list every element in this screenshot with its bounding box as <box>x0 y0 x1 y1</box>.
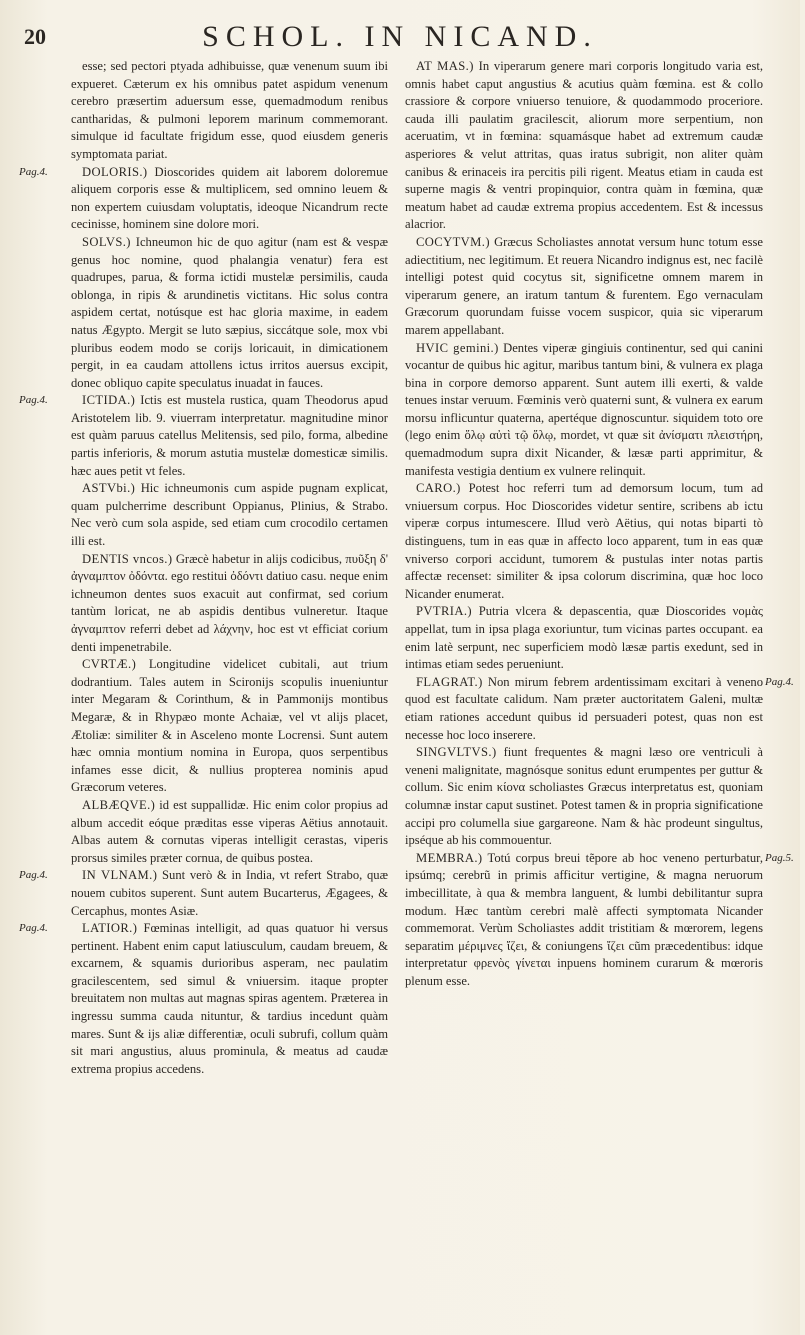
lemma-heading: CARO.) <box>416 481 461 496</box>
lemma-heading: HVIC gemini.) <box>416 340 499 355</box>
margin-page-reference: Pag.4. <box>765 675 794 688</box>
page-header <box>24 18 776 58</box>
paragraph-text: Dentes viperæ gingiuis continentur, sed qui canini vocantur de quibus hic agitur, maribus tantum bini, & vulnera ex plaga bina in corpore demorso apparent. Sunt autem illi exerti, & valde tenues instar veruum. Fœminis verò quaterni sunt, & vulnera ex earum morsu inflicuntur quaterna, apertéque dignoscuntur. siquidem toto ore (lego enim ὅλῳ αὐτὶ τῷ ὅλῳ, mordet, vt quæ sit ἀνίσματι πλειστήρη, quemadmodum supra dixit Nicander, & læsæ parti apprimitur, & manifesta vestigia dentium ex vulnere relinquit. <box>405 340 763 478</box>
lemma-heading: SOLVS.) <box>82 234 131 249</box>
lemma-heading: SINGVLTVS.) <box>416 745 497 760</box>
paragraph-text: Potest hoc referri tum ad demorsum locum, tum ad vniuersum corpus. Hoc Dioscorides videtur sentire, scribens ab ictu viperæ corpus intumescere. Illud verò Aëtius, qui notas biparti tò distinguens, tum in eas quæ in affecto loco apparent, tum in eas quæ vniverso corpori accidunt, tumorem & pustulas inter notas partis affectæ recenset: similiter & ipsa colorum discrimina, quæ hoc loco Nicander enumerat. <box>405 481 763 601</box>
margin-page-reference: Pag.5. <box>765 851 794 864</box>
commentary-paragraph <box>405 58 763 234</box>
lemma-heading: ICTIDA.) <box>82 393 136 408</box>
paragraph-text: Non mirum febrem ardentissimam excitari à veneno quod est facultate calidum. Nam præter auctoritatem Galeni, multæ etiam rationes accedunt quibus id persuaderi potest, quas non est necesse hoc loco inserere. <box>405 674 764 742</box>
commentary-paragraph <box>71 234 388 392</box>
paragraph-text: Putria vlcera & depascentia, quæ Dioscorides νομὰς appellat, tum in ipsa plaga exoriuntur, tum vicinas partes occupant. ea enim latè serpunt, nec superficiem modò læsæ partis exedunt, sed in intimas etiam sedes perueniunt. <box>405 604 763 672</box>
commentary-paragraph <box>405 674 794 744</box>
lemma-heading: COCYTVM.) <box>416 234 490 249</box>
commentary-paragraph <box>405 850 794 991</box>
paragraph-text: Dioscorides quidem ait laborem doloremue aliquem corporis esse & multiplicem, sed omnino leuem & non expertem cuiusdam voluptatis, ideoque Nicandrum recte cecinisse, hominem sine dolore mori. <box>71 164 388 232</box>
commentary-paragraph <box>19 867 389 920</box>
left-text-column <box>19 58 389 1321</box>
commentary-paragraph <box>405 603 763 673</box>
margin-page-reference: Pag.4. <box>19 922 48 935</box>
lemma-heading: ALBÆQVE.) <box>82 797 156 812</box>
lemma-heading: CVRTÆ.) <box>82 657 137 672</box>
lemma-heading: IN VLNAM.) <box>82 868 158 883</box>
paragraph-text: In viperarum genere mari corporis longitudo varia est, omnis habet caput angustius & acutius quàm fœmina. est & collo crassiore & corpore vniuerso tenuiore, & quodammodo proceriore. cauda illi paulatim gracilescit, aliorum more serpentium, non aceruatim, vt in fœmina: squamásque habet ad extremum caudæ asperiores & velut attritas, quas iratus subrigit, non aliter quàm canibus & erinaceis ira percitis pili rigent. Meatus etiam in cauda est superne magis & ventri propinquior, contra quàm in fœmina, quæ meatum habet ad caudæ extrema propius accedentem. Est & incessus alacrior. <box>405 59 763 232</box>
paragraph-text: esse; sed pectori ptyada adhibuisse, quæ venenum suum ibi expueret. Cæterum ex his omnibus patet aspidum venenum cerebro præsertim aduersum esse, quemadmodum renibus cantharidas, & pulmoni leporem marinum commemorant. simulque id facultate frigidum esse, quod eiusdem generis symptomata pariat. <box>71 59 388 161</box>
commentary-paragraph <box>19 164 388 234</box>
paragraph-text: Fœminas intelligit, ad quas quatuor hi versus pertinent. Habent enim caput latiusculum, caudam breuem, & excarnem, & squamis durioribus asperam, nec paulatim gracilescentem, sed simul & vniuersim. itaque propter breuitatem non multas aut magnas spiras agentem. Præterea in ingressu summa cauda nituntur, & tardius incedunt quàm mares. Sunt & ijs aliæ differentiæ, oculi subrufi, collum quàm sit mari angustius, aluus prominula, & meatus ad caudæ extrema propius accedens. <box>71 921 389 1076</box>
running-title: SCHOL. IN NICAND. <box>202 20 598 53</box>
lemma-heading: FLAGRAT.) <box>416 674 483 689</box>
paragraph-text: id est suppallidæ. Hic enim color propius ad album accedit eóque præditas esse viperas Aëtius annotauit. Albas autem & cornutas viperas intelligit cerastas, viperis prorsus similes præter cornua, de quibus postea. <box>71 797 388 865</box>
margin-page-reference: Pag.4. <box>19 394 48 407</box>
paragraph-text: Sunt verò & in India, vt refert Strabo, quæ nouem cubitos superent. Sunt autem Bucarterus, Ægagees, & Cercaphus, montes Asiæ. <box>71 868 389 918</box>
paragraph-text: Totú corpus breui tẽpore ab hoc veneno perturbatur, ipsúmq; cerebrũ in primis afficitur vertigine, & magna neruorum imbecillitate, à qua & membra languent, & lumbi debilitantur supra modum. Hæc tantùm cerebri malè affecti symptomata Nicander commemorat. Verùm Scholiastes addit tristitiam & mœrorem, legens separatim μέριμνες ἴζει, & coniungens ἴζει cũm præcedentibus: idque interpretatur φρενὸς γίνεται inpuens hominem curarum & mœroris plenum esse. <box>405 850 764 988</box>
commentary-paragraph <box>71 58 388 164</box>
lemma-heading: DENTIS vncos.) <box>82 551 173 566</box>
commentary-paragraph <box>19 920 389 1078</box>
commentary-paragraph <box>71 551 388 657</box>
commentary-paragraph <box>71 480 388 550</box>
commentary-paragraph <box>405 234 763 340</box>
commentary-paragraph <box>405 340 763 481</box>
paragraph-text: Hic ichneumonis cum aspide pugnam explicat, quam pulcherrime describunt Oppianus, Plinius, & Strabo. Nec verò cum sola aspide, sed etiam cum crocodilo certamen illi est. <box>71 481 388 549</box>
paragraph-text: Longitudine videlicet cubitali, aut trium dodrantium. Tales autem in Scironijs scopulis inueniuntur inter Megaram & Corinthum, & in Pammonijs montibus Megaræ, & in Rhypæo monte Achaiæ, vel vt alijs placet, Ætoliæ: similiter & in Asceleno monte Locrensi. Sunt autem hæc omnia montium nomina in Europa, quos serpentibus infames esse dicit, & nullius propterea nominis apud Græcorum veteres. <box>71 657 388 795</box>
lemma-heading: DOLORIS.) <box>82 164 148 179</box>
margin-page-reference: Pag.4. <box>19 165 48 178</box>
commentary-paragraph <box>405 480 763 603</box>
margin-page-reference: Pag.4. <box>19 869 48 882</box>
paragraph-text: Ichneumon hic de quo agitur (nam est & vespæ genus hoc nomine, quod phalangia venatur) fera est quadrupes, parua, & forma ictidi mustelæ persimilis, cauda oblonga, in ripis & arundinetis victitans. Hic solus contra aspidem certat, notúsque est hac gloria maxime, in eadem natus Ægypto. Mergit se luto sæpius, siccátque sole, mox vbi pluribus eodem modo se corijs loricauit, in dimicationem pergit, in ea caudam attollens ictus irritos auersus excipit, donec obliquo capite speculatus inuadat in fauces. <box>71 234 388 390</box>
right-text-column <box>405 58 794 1321</box>
lemma-heading: ASTVbi.) <box>82 481 136 496</box>
commentary-paragraph <box>19 392 389 480</box>
commentary-paragraph <box>71 797 388 867</box>
commentary-paragraph <box>405 744 763 850</box>
lemma-heading: PVTRIA.) <box>416 604 473 619</box>
lemma-heading: MEMBRA.) <box>416 850 483 865</box>
lemma-heading: LATIOR.) <box>82 921 138 936</box>
commentary-paragraph <box>71 656 388 797</box>
paragraph-text: Græcus Scholiastes annotat versum hunc totum esse adiectitium, nec legitimum. Et reuera Nicandro indignus est, nec facilè intelligi potest quid cocytus sit, significetne omnem marem in viperarum genere, an iratum tantum & furentem. Ego vernaculam Græcorum quorundam fuisse vocem suspicor, quia sic viperarum marem appellabant. <box>405 234 763 337</box>
page-number: 20 <box>24 24 46 49</box>
paragraph-text: Græcè habetur in alijs codicibus, πυῦξη δ' ἀγναμπτον ὀδόντα. ego restitui ὀδόντι datiuo casu. neque enim ichneumon dentes suos exacuit aut confirmat, sed corium tantùm loricat, ne ab aspidis dentibus vulneretur. Itaque ἀγναμπτον referri debet ad λάχνην, hoc est vt efficiat corium denti impenetrabile. <box>71 551 388 654</box>
paragraph-text: fiunt frequentes & magni læso ore ventriculi à veneni malignitate, magnósque sonitus edunt erumpentes per guttur & collum. Sic enim κίονα scholiastes Græcus interpretatus est, quoniam columnæ instar caput sustinet. Potest tamen & in propria significatione accipi pro columella siue gargareone. Nam & hàc prodeunt singultus, ipséque ab his commouentur. <box>405 745 764 848</box>
lemma-heading: AT MAS.) <box>416 59 474 73</box>
paragraph-text: Ictis est mustela rustica, quam Theodorus apud Aristotelem lib. 9. viuerram interpretatur. magnitudine minor est quàm paruus catellus Melitensis, sed pilo, forma, albedine partis inferioris, & morum astutia mustelæ domesticæ similis. hæc aues petit vt feles. <box>71 393 389 478</box>
